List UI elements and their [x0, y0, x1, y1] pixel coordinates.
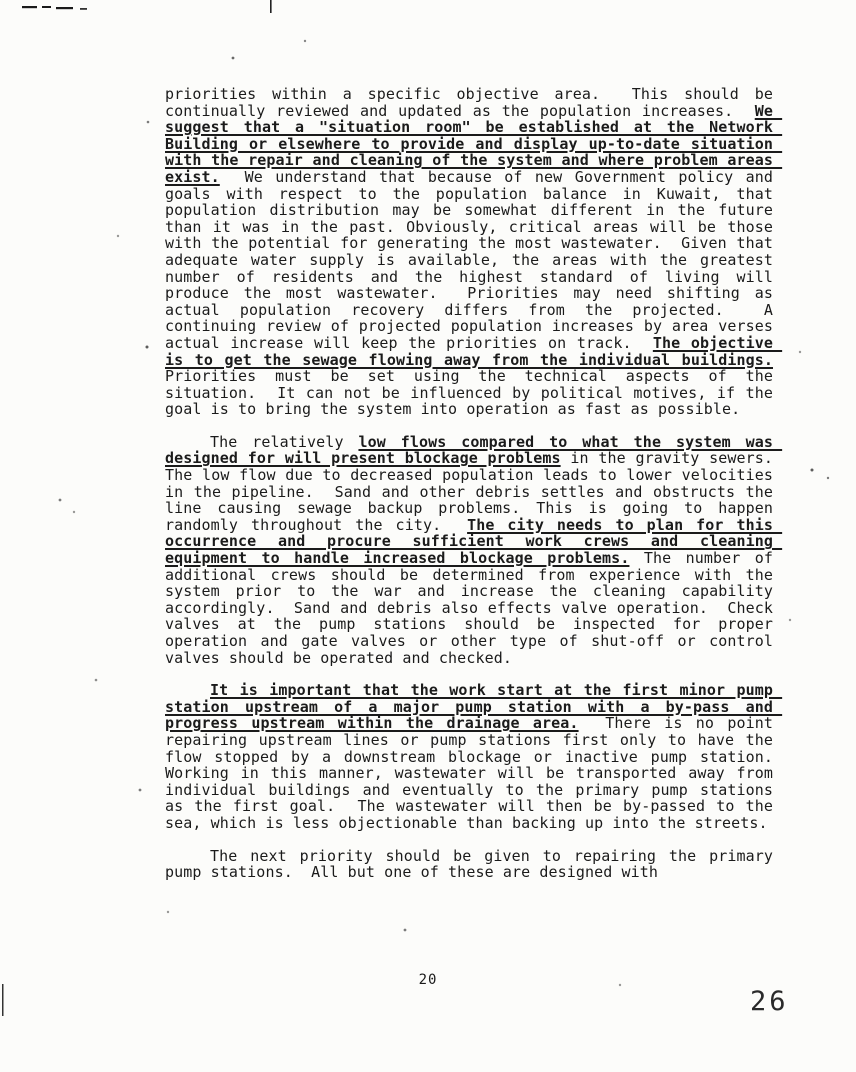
paragraph: [165, 432, 792, 667]
page-number: 20: [418, 972, 438, 988]
text-run: priorities within a specific objective area. This should be continually reviewed and updated as the population increases.: [165, 85, 783, 120]
underlined-text-run: We suggest that a "situation room" be established at the Network Building or elsewhere to provide and display up-to-date situation with the repair and cleaning of the system and where problem areas exist.: [165, 101, 783, 186]
text-run: The next priority should be given to repairing the primary pump stations. All but one of these are designed with: [165, 846, 783, 882]
text-run: Priorities must be set using the technical aspects of the situation. It can not be influenced by political motives, if the goal is to bring the system into operation as fast as possible.: [165, 350, 783, 419]
underlined-text-run: The city needs to plan for this occurrence and procure sufficient work crews and cleaning equipment to handle increased blockage problems.: [165, 515, 783, 568]
text-run: The relatively: [210, 432, 359, 451]
paragraph: [165, 85, 783, 419]
paragraph: [165, 681, 792, 832]
underlined-text-run: It is important that the work start at the first minor pump station upstream of a major pump station with a by-pass and progress upstream within the drainage area.: [165, 681, 783, 733]
text-run: There is no point repairing upstream lines or pump stations first only to have the flow stopped by a downstream blockage or inactive pump station. Working in this manner, wastewater will be transported away from individual buildings and eventually to the primary pump stations as the first goal. The wastewater will then be by-passed to the sea, which is less objectionable than backing up into the streets.: [165, 714, 792, 832]
stamp-page-number: 26: [750, 986, 789, 1017]
text-run: in the gravity sewers. The low flow due to decreased population leads to lower velocities in the pipeline. Sand and other debris settles and obstructs the line causing sewage backup problems. This is going to happen randomly throughout the city.: [165, 449, 792, 534]
document-body: [165, 85, 792, 897]
underlined-text-run: The objective is to get the sewage flowing away from the individual buildings.: [165, 333, 783, 369]
text-run: The number of additional crews should be determined from experience with the system prior to the war and increase the cleaning capability accordingly. Sand and debris also effects valve operation. Check valves at the pump stations should be inspected for proper operation and gate valves or other type of shut-off or control valves should be operated and checked.: [165, 549, 783, 667]
text-run: We understand that because of new Government policy and goals with respect to the population balance in Kuwait, that population distribution may be somewhat different in the future than it was in the past. Obviously, critical areas will be those with the potential for generating the most wastewater. Given that adequate water supply is available, the areas with the greatest number of residents and the highest standard of living will produce the most wastewater. Priorities may need shifting as actual population recovery differs from the projected. A continuing review of projected population increases by area verses actual increase will keep the priorities on track.: [165, 167, 783, 352]
paragraph: [165, 846, 783, 882]
underlined-text-run: low flows compared to what the system was designed for will present blockage problems: [165, 432, 783, 468]
